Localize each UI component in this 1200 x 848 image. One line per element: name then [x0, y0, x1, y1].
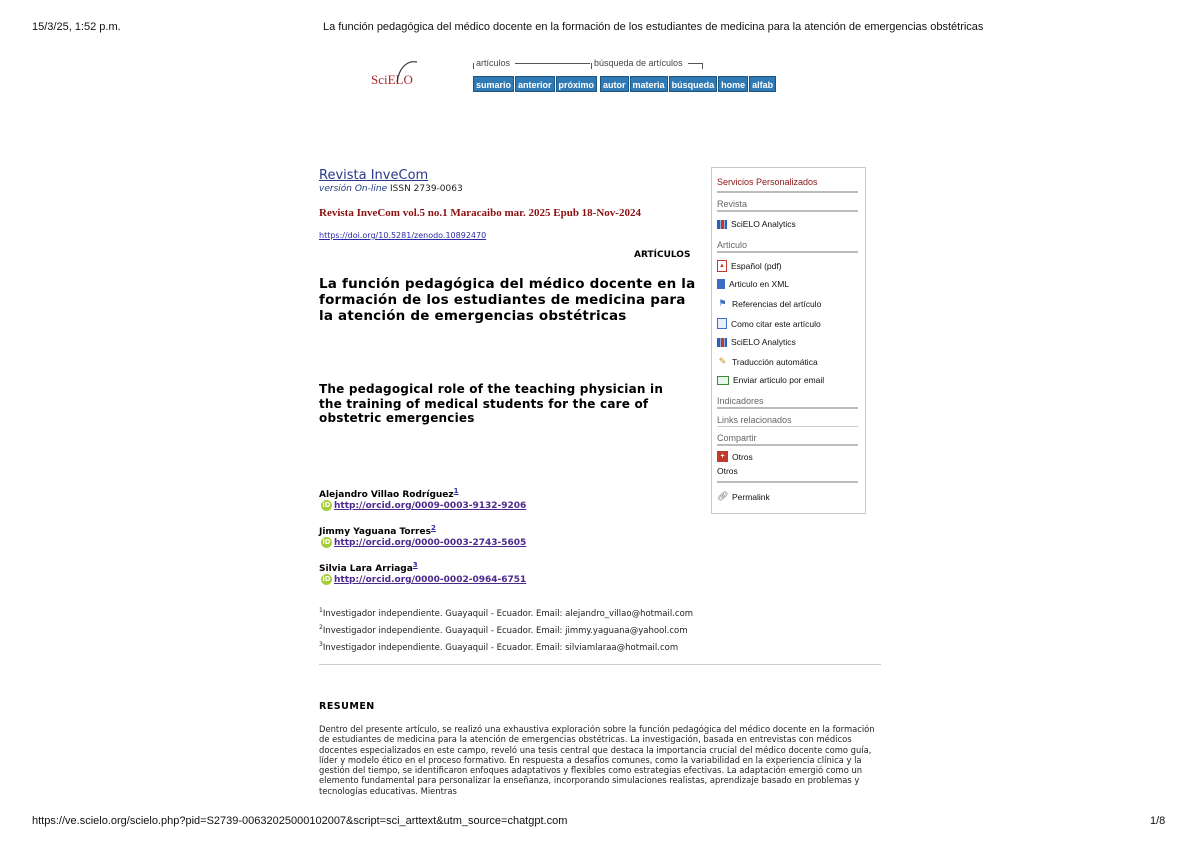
affiliation-text: Investigador independiente. Guayaquil - Ecuador. Email: jimmy.yaguana@yahool.com: [322, 625, 688, 636]
author-affiliation-link[interactable]: 1: [453, 487, 459, 495]
author-affiliation-link[interactable]: 3: [412, 561, 418, 569]
affiliation: [319, 641, 678, 653]
journal-issn-line: [319, 184, 463, 194]
xml-file-icon: [717, 279, 725, 289]
revista-analytics-link[interactable]: [717, 219, 796, 229]
affiliation-number: 2: [319, 624, 323, 631]
orcid-link[interactable]: http://orcid.org/0000-0002-0964-6751: [334, 575, 527, 585]
article-title-en: The pedagogical role of the teaching physician in the training of medical students for the care of obstetric emergencies: [319, 382, 664, 425]
revista-divider: [717, 210, 858, 212]
author-orcid: [321, 574, 526, 585]
share-otros-caption: Otros: [717, 466, 738, 476]
nav-home-button[interactable]: home: [718, 76, 748, 92]
journal-issn: ISSN 2739-0063: [389, 184, 463, 194]
nav-anterior-button[interactable]: anterior: [515, 76, 555, 92]
nav-articles-group-label: artículos: [476, 58, 511, 68]
references-label: Referencias del artículo: [732, 298, 822, 309]
print-page-title: La función pedagógica del médico docente en la formación de los estudiantes de medicina para la atención de emergencias obstétricas: [323, 21, 984, 33]
articulo-analytics-label: SciELO Analytics: [731, 337, 796, 347]
flag-icon: ⚑: [718, 298, 727, 308]
cite-label: Como citar este artículo: [731, 318, 821, 329]
cite-link[interactable]: [717, 318, 821, 329]
orcid-icon: iD: [322, 538, 331, 546]
author-name-text: Alejandro Villao Rodríguez: [319, 490, 454, 500]
orcid-link[interactable]: http://orcid.org/0000-0003-2743-5605: [334, 538, 527, 548]
nav-search-group-label: búsqueda de artículos: [594, 58, 683, 68]
nav-materia-button[interactable]: materia: [630, 76, 668, 92]
link-icon: 🔗︎: [717, 491, 729, 501]
author-name: [319, 561, 418, 574]
affiliation-number: 3: [319, 641, 323, 648]
author-affiliation-link[interactable]: 2: [430, 524, 436, 532]
nav-proximo-button[interactable]: próximo: [556, 76, 598, 92]
nav-autor-button[interactable]: autor: [600, 76, 629, 92]
indicadores-heading[interactable]: Indicadores: [717, 396, 764, 406]
share-icon: +: [717, 451, 728, 462]
bar-chart-icon: [717, 220, 727, 229]
print-url: https://ve.scielo.org/scielo.php?pid=S2739-00632025000102007&script=sci_arttext&utm_source=chatgpt.com: [32, 815, 568, 827]
translate-link[interactable]: [717, 356, 818, 367]
author-orcid: [321, 500, 526, 511]
share-otros-button[interactable]: [717, 451, 753, 462]
share-otros-label: Otros: [732, 451, 753, 462]
nav-articles-bracket-left: [473, 63, 474, 69]
links-divider: [717, 426, 858, 427]
links-heading[interactable]: Links relacionados: [717, 415, 792, 425]
revista-analytics-label: SciELO Analytics: [731, 219, 796, 229]
journal-citation: Revista InveCom vol.5 no.1 Maracaibo mar. 2025 Epub 18-Nov-2024: [319, 207, 641, 219]
pdf-icon: ▲: [717, 260, 727, 272]
author-name: [319, 524, 436, 537]
scielo-logo-swoosh-icon: [377, 58, 425, 84]
articulo-analytics-link[interactable]: [717, 337, 796, 347]
services-title: Servicios Personalizados: [717, 177, 818, 187]
document-icon: [717, 318, 727, 329]
bar-chart-icon: [717, 338, 727, 347]
doi-link[interactable]: https://doi.org/10.5281/zenodo.10892470: [319, 231, 487, 240]
print-datetime: 15/3/25, 1:52 p.m.: [32, 21, 121, 33]
print-page-number: 1/8: [1150, 815, 1166, 827]
nav-articles-bracket-line: [515, 63, 590, 64]
orcid-icon: iD: [322, 575, 331, 583]
affiliation-text: Investigador independiente. Guayaquil - Ecuador. Email: silviamlaraa@hotmail.com: [322, 642, 679, 653]
revista-heading: Revista: [717, 199, 748, 209]
services-title-divider: [717, 191, 858, 193]
orcid-link[interactable]: http://orcid.org/0009-0003-9132-9206: [334, 501, 527, 511]
permalink-link[interactable]: [717, 491, 770, 502]
references-link[interactable]: [717, 298, 821, 309]
indicadores-divider: [717, 407, 858, 409]
divider: [319, 664, 881, 665]
email-icon: [717, 376, 729, 385]
compartir-divider: [717, 444, 858, 446]
permalink-label: Permalink: [732, 491, 770, 502]
share-otros-text: [717, 466, 738, 476]
journal-name-link[interactable]: Revista InveCom: [319, 168, 429, 183]
nav-toolbar: [473, 76, 776, 92]
scielo-logo-text: SciELO: [371, 72, 413, 87]
nav-alfab-button[interactable]: alfab: [749, 76, 776, 92]
affiliation-number: 1: [319, 607, 323, 614]
journal-version-label: versión On-line: [319, 184, 388, 194]
translate-label: Traducción automática: [732, 356, 818, 367]
xml-link[interactable]: [717, 279, 789, 289]
section-label: ARTÍCULOS: [634, 250, 691, 260]
abstract-heading: RESUMEN: [319, 701, 375, 712]
email-label: Enviar articulo por email: [733, 375, 825, 385]
share-divider: [717, 481, 858, 483]
xml-label: Articulo en XML: [729, 279, 789, 289]
articulo-heading: Articulo: [717, 240, 748, 250]
affiliation: [319, 607, 693, 619]
author-name: [319, 487, 459, 500]
abstract-text: Dentro del presente artículo, se realizó una exhaustiva exploración sobre la función pedagógica del médico docente en la formación de estudiantes de medicina para la atención de emergencias obstétricas. La investigación, basada en entrevistas con médicos docentes especializados en este campo, reveló una tesis central que destaca la importancia crucial del médico docente como guía, líder y modelo ético en el proceso formativo. En respuesta a desafíos comunes, como la variabilidad en la experiencia clínica y la gestión del tiempo, se identificaron enfoques adaptativos y flexibles como estrategias efectivas. La adaptación emergió como un elemento fundamental para personalizar la enseñanza, incorporando simulaciones realistas, aprendizaje basado en problemas y tecnologías educativas. Mientras: [319, 724, 875, 796]
nav-sumario-button[interactable]: sumario: [473, 76, 514, 92]
author-name-text: Jimmy Yaguana Torres: [319, 527, 431, 537]
affiliation-text: Investigador independiente. Guayaquil - Ecuador. Email: alejandro_villao@hotmail.com: [322, 608, 694, 619]
email-link[interactable]: [717, 375, 824, 385]
translate-wand-icon: ✎: [718, 356, 727, 366]
author-name-text: Silvia Lara Arriaga: [319, 564, 413, 574]
pdf-label: Español (pdf): [731, 261, 782, 271]
articulo-divider: [717, 251, 858, 253]
nav-search-bracket-left: [591, 63, 592, 69]
article-title-es: La función pedagógica del médico docente en la formación de los estudiantes de medicina para la atención de emergencias obstétricas: [319, 276, 696, 324]
orcid-icon: iD: [322, 501, 331, 509]
author-orcid: [321, 537, 526, 548]
nav-search-bracket-right: [702, 63, 703, 69]
pdf-link[interactable]: [717, 260, 782, 272]
affiliation: [319, 624, 688, 636]
scielo-logo[interactable]: [371, 72, 413, 88]
nav-busqueda-button[interactable]: búsqueda: [669, 76, 718, 92]
compartir-heading: Compartir: [717, 433, 757, 443]
nav-search-bracket-line: [688, 63, 702, 64]
